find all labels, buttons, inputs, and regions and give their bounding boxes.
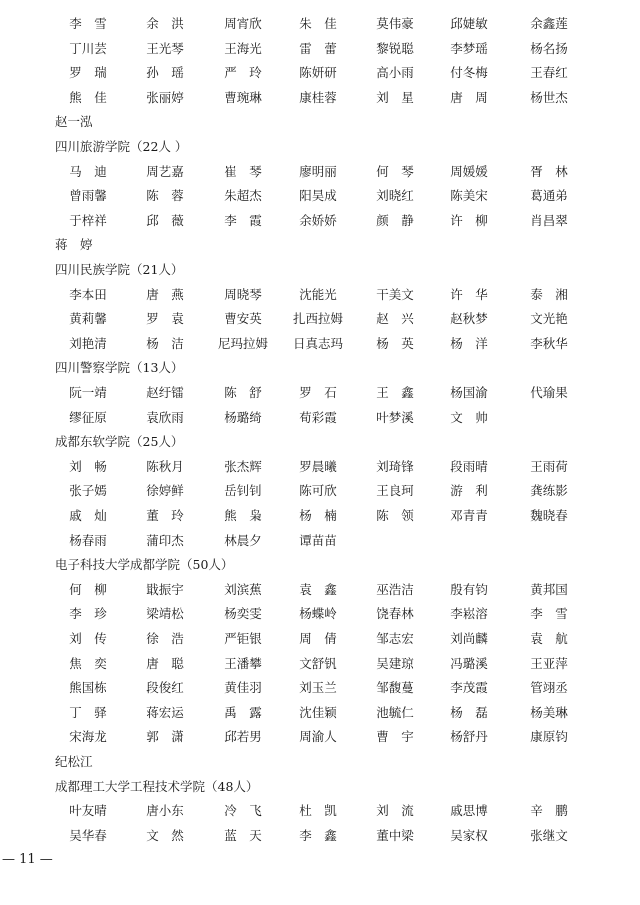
- name-row: [0, 383, 640, 403]
- name-row: [0, 481, 640, 501]
- person-name: 葛通弟: [530, 188, 568, 204]
- person-name: 日真志玛: [292, 335, 343, 351]
- person-name: 肖昌翠: [530, 212, 568, 228]
- person-name: 廖明丽: [299, 163, 337, 179]
- person-name: 许 柳: [450, 212, 488, 228]
- person-name: 叶友晴: [69, 803, 107, 819]
- person-name: 文 帅: [450, 409, 488, 425]
- person-name: 胥 林: [530, 163, 568, 179]
- name-row: [0, 629, 640, 649]
- person-name: 黄邦国: [530, 581, 568, 597]
- page-number: — 11 —: [2, 852, 53, 867]
- person-name: 辛 鹏: [530, 803, 568, 819]
- person-name: 李本田: [69, 286, 107, 302]
- person-name: 杨 英: [376, 335, 414, 351]
- person-name: 罗晨曦: [299, 458, 337, 474]
- person-name: 吴华春: [69, 827, 107, 843]
- name-row: [0, 703, 640, 723]
- person-name: 文光艳: [530, 311, 568, 327]
- person-name: 王良珂: [376, 483, 414, 499]
- person-name: 杜 凯: [299, 803, 337, 819]
- person-name: 杨美琳: [530, 704, 568, 720]
- person-name: 张继文: [530, 827, 568, 843]
- person-name: 颜 静: [376, 212, 414, 228]
- person-name: 刘晓红: [376, 188, 414, 204]
- person-name: 李秋华: [530, 335, 568, 351]
- person-name: 杨 磊: [450, 704, 488, 720]
- person-name: 扎西拉姆: [292, 311, 343, 327]
- person-name: 王光琴: [146, 40, 184, 56]
- name-row: [0, 531, 640, 551]
- person-name: 曹琬琳: [224, 89, 262, 105]
- person-name: 严 玲: [224, 65, 262, 81]
- person-name: 李 鑫: [299, 827, 337, 843]
- person-name: 崔 琴: [224, 163, 262, 179]
- person-name: 冷 飞: [224, 803, 262, 819]
- person-name: 赵 兴: [376, 311, 414, 327]
- person-name: 焦 奕: [69, 655, 107, 671]
- person-name: 朱 佳: [299, 16, 337, 31]
- person-name: 蒲印杰: [146, 532, 184, 548]
- person-name: 董中梁: [376, 827, 414, 843]
- person-name: 丁川芸: [69, 40, 107, 56]
- section-title: 成都东软学院（25人）: [55, 434, 184, 450]
- person-name: 刘尚麟: [450, 631, 488, 646]
- person-name: 杨 洁: [146, 335, 184, 351]
- section-title: 电子科技大学成都学院（50人）: [55, 557, 234, 573]
- person-name: 蒋 婷: [55, 237, 93, 253]
- name-row: [0, 678, 640, 698]
- person-name: 刘 星: [376, 89, 414, 105]
- person-name: 刘艳清: [69, 335, 107, 351]
- person-name: 罗 瑞: [69, 65, 107, 81]
- person-name: 尼玛拉姆: [217, 335, 268, 351]
- person-name: 禹 露: [224, 704, 262, 720]
- person-name: 陈美宋: [450, 188, 488, 204]
- person-name: 徐婷鲜: [146, 483, 184, 499]
- person-name: 段俊红: [146, 680, 184, 696]
- person-name: 余鑫莲: [530, 16, 568, 31]
- person-name: 李 霞: [224, 212, 262, 228]
- person-name: 曾雨馨: [69, 188, 107, 204]
- person-name: 文舒钒: [299, 655, 337, 671]
- name-row: [0, 752, 640, 772]
- person-name: 袁 航: [530, 631, 568, 646]
- person-name: 吴家权: [450, 827, 488, 843]
- person-name: 周 倩: [299, 631, 337, 646]
- person-name: 冯璐溪: [450, 655, 488, 671]
- person-name: 周宵欣: [224, 16, 262, 31]
- person-name: 邹志宏: [376, 631, 414, 646]
- name-row: [0, 88, 640, 108]
- person-name: 杨春雨: [69, 532, 107, 548]
- person-name: 赵秋梦: [450, 311, 488, 327]
- person-name: 王春红: [530, 65, 568, 81]
- person-name: 黎锐聪: [376, 40, 414, 56]
- person-name: 代瑜果: [530, 385, 568, 400]
- person-name: 王潘攀: [224, 655, 262, 671]
- person-name: 沈能光: [299, 286, 337, 302]
- person-name: 董 玲: [146, 508, 184, 523]
- person-name: 管翊丞: [530, 680, 568, 696]
- person-name: 邱 薇: [146, 212, 184, 228]
- person-name: 沈佳颖: [299, 704, 337, 720]
- person-name: 徐 浩: [146, 631, 184, 646]
- person-name: 康桂蓉: [299, 89, 337, 105]
- person-name: 张子嫣: [69, 483, 107, 499]
- person-name: 邱若男: [224, 729, 262, 745]
- person-name: 陈可欣: [299, 483, 337, 499]
- section-title: 四川旅游学院（22人 ）: [55, 139, 188, 154]
- person-name: 周渝人: [299, 729, 337, 745]
- name-row: [0, 826, 640, 846]
- person-name: 袁 鑫: [299, 581, 337, 597]
- name-row: [0, 162, 640, 182]
- person-name: 黄莉馨: [69, 311, 107, 327]
- person-name: 刘琦锋: [376, 458, 414, 474]
- person-name: 游 利: [450, 483, 488, 499]
- person-name: 莫伟豪: [376, 16, 414, 31]
- person-name: 杨奕雯: [224, 606, 262, 622]
- person-name: 邱婕敏: [450, 16, 488, 31]
- person-name: 杨璐绮: [224, 409, 262, 425]
- name-row: [0, 186, 640, 206]
- person-name: 巫浩洁: [376, 581, 414, 597]
- person-name: 陈 领: [376, 508, 414, 523]
- person-name: 杨 洋: [450, 335, 488, 351]
- person-name: 曹安英: [224, 311, 262, 327]
- person-name: 余 洪: [146, 16, 184, 31]
- person-name: 赵纡镭: [146, 385, 184, 400]
- person-name: 林晨夕: [224, 532, 262, 548]
- person-name: 陈 蓉: [146, 188, 184, 204]
- person-name: 唐小东: [146, 803, 184, 819]
- person-name: 康原钧: [530, 729, 568, 745]
- name-row: [0, 506, 640, 526]
- person-name: 周晓琴: [224, 286, 262, 302]
- person-name: 干美文: [376, 286, 414, 302]
- person-name: 池毓仁: [376, 704, 414, 720]
- section-title: 四川警察学院（13人）: [55, 360, 184, 376]
- person-name: 孙 瑶: [146, 65, 184, 81]
- name-row: [0, 604, 640, 624]
- name-row: [0, 39, 640, 59]
- person-name: 周艺嘉: [146, 163, 184, 179]
- person-name: 蓝 天: [224, 827, 262, 843]
- person-name: 熊 佳: [69, 89, 107, 105]
- person-name: 王亚萍: [530, 655, 568, 671]
- person-name: 张杰辉: [224, 458, 262, 474]
- name-row: [0, 211, 640, 231]
- person-name: 段雨晴: [450, 458, 488, 474]
- person-name: 阮一靖: [69, 385, 107, 400]
- person-name: 戚思博: [450, 803, 488, 819]
- name-row: [0, 309, 640, 329]
- person-name: 李崧溶: [450, 606, 488, 622]
- person-name: 郭 潇: [146, 729, 184, 745]
- person-name: 黄佳羽: [224, 680, 262, 696]
- person-name: 陈秋月: [146, 458, 184, 474]
- person-name: 梁靖松: [146, 606, 184, 622]
- person-name: 刘 畅: [69, 458, 107, 474]
- person-name: 唐 聪: [146, 655, 184, 671]
- person-name: 陈妍研: [299, 65, 337, 81]
- person-name: 刘滨蕉: [224, 581, 262, 597]
- name-row: [0, 580, 640, 600]
- person-name: 荀彩霞: [299, 409, 337, 425]
- name-row: [0, 334, 640, 354]
- person-name: 谭苗苗: [299, 532, 337, 548]
- person-name: 李 珍: [69, 606, 107, 622]
- person-name: 邹馥蔓: [376, 680, 414, 696]
- person-name: 杨世杰: [530, 89, 568, 105]
- person-name: 杨 楠: [299, 508, 337, 523]
- person-name: 何 柳: [69, 581, 107, 597]
- person-name: 岳钊钊: [224, 483, 262, 499]
- person-name: 张丽婷: [146, 89, 184, 105]
- person-name: 丁 驿: [69, 704, 107, 720]
- person-name: 纪松江: [55, 754, 93, 769]
- name-row: [0, 457, 640, 477]
- person-name: 缪征原: [69, 409, 107, 425]
- person-name: 唐 燕: [146, 286, 184, 302]
- person-name: 李茂霞: [450, 680, 488, 696]
- person-name: 李 雪: [530, 606, 568, 622]
- name-row: [0, 63, 640, 83]
- person-name: 王海光: [224, 40, 262, 56]
- person-name: 陈 舒: [224, 385, 262, 400]
- person-name: 高小雨: [376, 65, 414, 81]
- person-name: 何 琴: [376, 163, 414, 179]
- person-name: 周媛媛: [450, 163, 488, 179]
- name-row: [0, 235, 640, 255]
- person-name: 马 迪: [69, 163, 107, 179]
- section-title: 四川民族学院（21人）: [55, 262, 184, 277]
- person-name: 阳昊成: [299, 188, 337, 204]
- name-row: [0, 801, 640, 821]
- section-title: 成都理工大学工程技术学院（48人）: [55, 778, 259, 794]
- person-name: 余娇娇: [299, 212, 337, 228]
- person-name: 罗 袁: [146, 311, 184, 327]
- person-name: 杨舒丹: [450, 729, 488, 745]
- person-name: 袁欣雨: [146, 409, 184, 425]
- person-name: 罗 石: [299, 385, 337, 400]
- person-name: 熊国栋: [69, 680, 107, 696]
- person-name: 蒋宏运: [146, 704, 184, 720]
- person-name: 杨国渝: [450, 385, 488, 400]
- name-row: [0, 727, 640, 747]
- person-name: 李 雪: [69, 16, 107, 31]
- person-name: 吴建琼: [376, 655, 414, 671]
- person-name: 王雨荷: [530, 458, 568, 474]
- person-name: 杨名扬: [530, 40, 568, 56]
- person-name: 付冬梅: [450, 65, 488, 81]
- person-name: 戚 灿: [69, 508, 107, 523]
- person-name: 戢振宇: [146, 581, 184, 597]
- person-name: 刘玉兰: [299, 680, 337, 696]
- person-name: 唐 周: [450, 89, 488, 105]
- person-name: 泰 湘: [530, 286, 568, 302]
- person-name: 龚练影: [530, 483, 568, 499]
- person-name: 刘 传: [69, 631, 107, 646]
- person-name: 李梦瑶: [450, 40, 488, 56]
- name-row: [0, 408, 640, 428]
- person-name: 严钜银: [224, 631, 262, 646]
- person-name: 朱超杰: [224, 188, 262, 204]
- person-name: 饶春林: [376, 606, 414, 622]
- person-name: 魏晓春: [530, 508, 568, 523]
- person-name: 王 鑫: [376, 385, 414, 400]
- name-row: [0, 14, 640, 34]
- person-name: 熊 枭: [224, 508, 262, 523]
- person-name: 殷有钧: [450, 581, 488, 597]
- person-name: 邓青青: [450, 508, 488, 523]
- person-name: 雷 蕾: [299, 40, 337, 56]
- person-name: 刘 流: [376, 803, 414, 819]
- person-name: 于梓祥: [69, 212, 107, 228]
- person-name: 曹 宇: [376, 729, 414, 745]
- person-name: 宋海龙: [69, 729, 107, 745]
- person-name: 叶梦溪: [376, 409, 414, 425]
- person-name: 文 然: [146, 827, 184, 843]
- name-row: [0, 112, 640, 132]
- person-name: 杨蝶岭: [299, 606, 337, 622]
- person-name: 赵一泓: [55, 114, 93, 130]
- name-row: [0, 285, 640, 305]
- name-row: [0, 654, 640, 674]
- person-name: 许 华: [450, 286, 488, 302]
